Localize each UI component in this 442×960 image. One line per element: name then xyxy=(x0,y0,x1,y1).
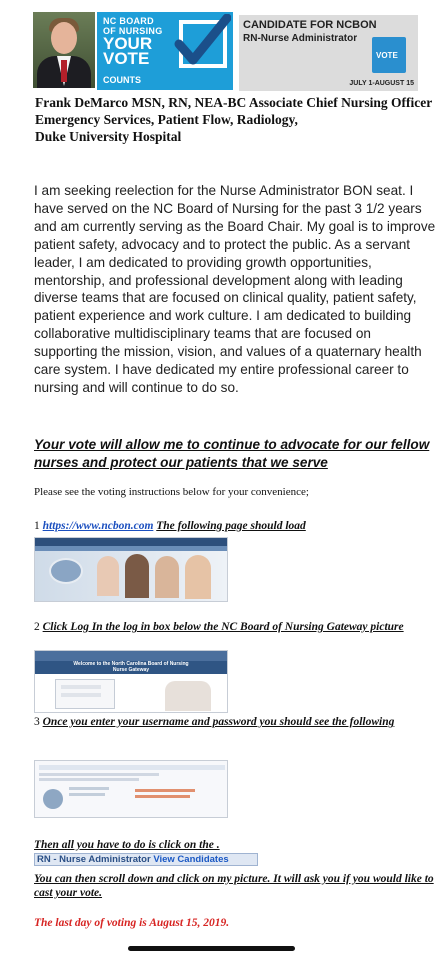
ncbon-homepage-screenshot xyxy=(34,537,228,602)
step-5-text: You can then scroll down and click on my picture. It will ask you if you would like to cast your vote. xyxy=(34,873,434,899)
step-3 xyxy=(34,715,434,729)
step-5 xyxy=(34,872,434,900)
logo-word-vote: VOTE xyxy=(103,49,150,68)
gateway-title: Welcome to the North Carolina Board of Nursing xyxy=(73,661,189,667)
step-1 xyxy=(34,519,306,533)
step-2-number: 2 xyxy=(34,621,40,633)
banner-dates: JULY 1-AUGUST 15 xyxy=(349,80,414,87)
button-label-role: RN - Nurse Administrator xyxy=(37,854,151,865)
banner-subtitle: RN-Nurse Administrator xyxy=(243,33,358,44)
candidate-bio: I am seeking reelection for the Nurse Administrator BON seat. I have served on the NC Board of Nursing for the past 3 1/2 years and am currently serving as the Board Chair. My goal is to improve patient safety, advocacy and to protect the public. As a servant leader, I am dedicated to providing growth opportunities, mentorship, and professional development along with leading diverse teams that are focused on clinical quality, patient safety, patient experience and work culture. I am dedicated to building collaborative multidisciplinary teams that are focused on supporting the mission, vision, and values of a quaternary health care system. I have dedicated my entire professional career to nursing and will continue to do so. xyxy=(34,183,436,395)
step-3-number: 3 xyxy=(34,716,40,728)
step-3-text: Once you enter your username and password you should see the following xyxy=(42,716,395,728)
step-4 xyxy=(34,838,434,852)
step-1-number: 1 xyxy=(34,520,40,532)
vote-urn-icon: VOTE xyxy=(372,37,406,73)
candidate-line-3: Duke University Hospital xyxy=(35,129,182,144)
gateway-subtitle: Nurse Gateway xyxy=(112,667,150,673)
step-2-text: Click Log In the log in box below the NC Board of Nursing Gateway picture xyxy=(42,621,404,633)
logo-line-1: NC BOARD xyxy=(103,16,154,26)
ncbon-link[interactable]: https://www.ncbon.com xyxy=(42,520,154,532)
candidate-title xyxy=(35,94,433,145)
candidate-banner xyxy=(239,15,418,91)
step-1-text: The following page should load xyxy=(156,520,306,532)
candidate-line-2: Emergency Services, Patient Flow, Radiology, xyxy=(35,112,298,127)
logo-word-counts: COUNTS xyxy=(103,75,141,85)
logo-line-2: OF NURSING xyxy=(103,26,163,36)
last-day-notice: The last day of voting is August 15, 2019. xyxy=(34,917,230,929)
call-to-action: Your vote will allow me to continue to advocate for our fellow nurses and protect our patients that we serve xyxy=(34,437,430,470)
banner-title: CANDIDATE FOR NCBON xyxy=(243,19,377,31)
header-graphics xyxy=(33,12,418,92)
voting-dashboard-screenshot xyxy=(34,760,228,818)
view-candidates-button-image xyxy=(34,853,258,866)
button-label-view: View Candidates xyxy=(153,854,229,865)
instructions-intro: Please see the voting instructions below for your convenience; xyxy=(34,486,309,498)
step-2 xyxy=(34,620,434,634)
candidate-line-1: Frank DeMarco MSN, RN, NEA-BC Associate Chief Nursing Officer xyxy=(35,95,433,110)
logo-word-your: YOUR xyxy=(103,34,153,53)
step-4-text: Then all you have to do is click on the . xyxy=(34,839,220,851)
candidate-photo xyxy=(33,12,95,88)
your-vote-counts-logo xyxy=(97,12,233,90)
checkmark-icon xyxy=(169,14,231,74)
nurse-gateway-screenshot xyxy=(34,650,228,713)
home-indicator[interactable] xyxy=(128,946,295,951)
